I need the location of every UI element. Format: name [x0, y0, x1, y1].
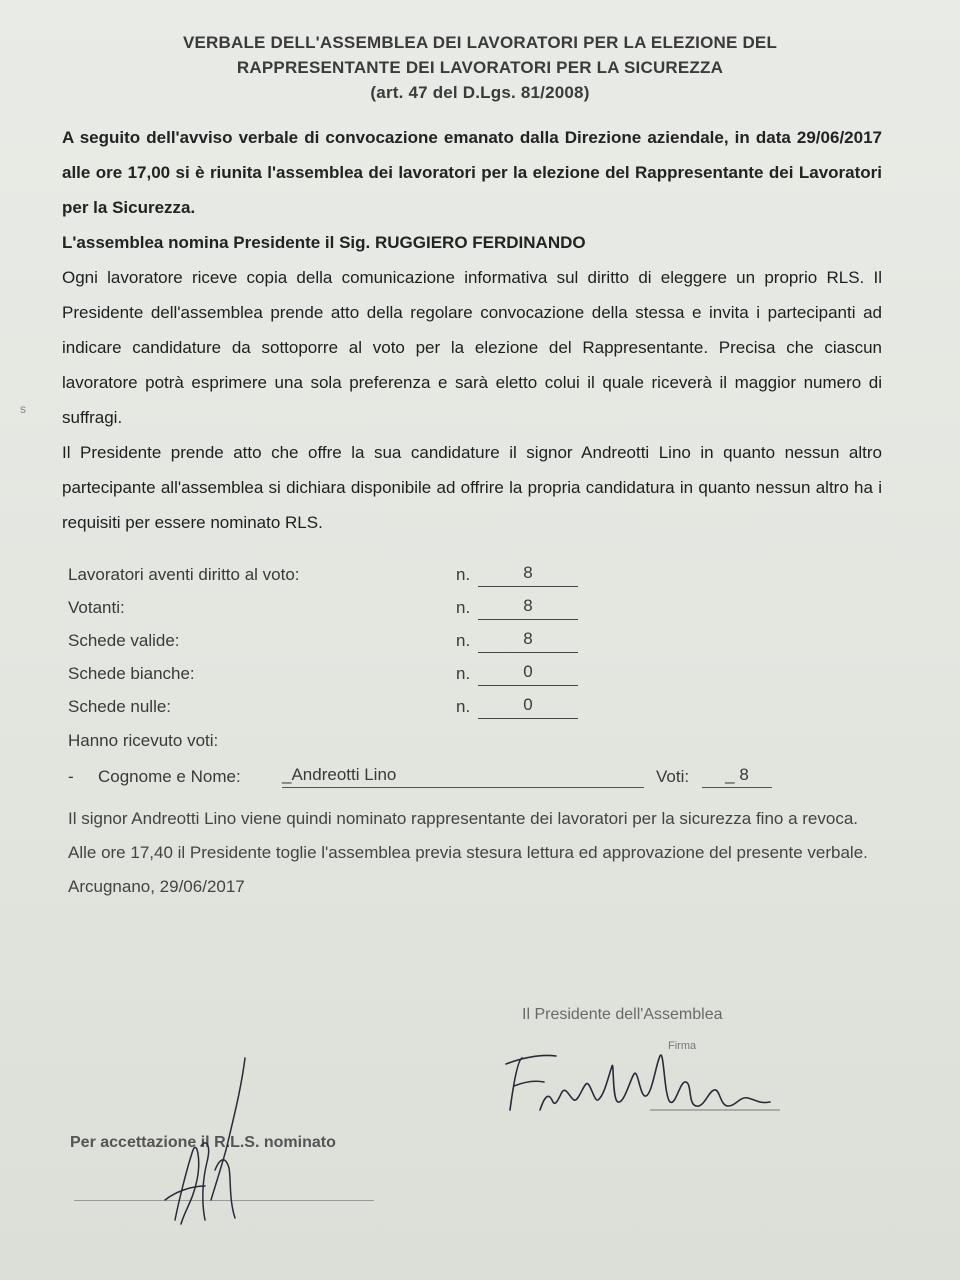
count-row: [68, 657, 588, 690]
count-value: 0: [478, 659, 578, 686]
candidature-paragraph: Il Presidente prende atto che offre la sua candidature il signor Andreotti Lino in quanto nessun altro partecipante all'assemblea si dichiara disponibile ad offrire la propria candidatura in quanto nessun altro ha i requisiti per essere nominato RLS.: [62, 443, 882, 532]
votes-heading: Hanno ricevuto voti:: [68, 731, 219, 750]
nomination-paragraph: Il signor Andreotti Lino viene quindi nominato rappresentante dei lavoratori per la sicurezza fino a revoca.: [68, 809, 859, 828]
count-label: Schede valide:: [68, 631, 180, 650]
firma-label: Firma: [668, 1040, 697, 1052]
title-line-2: RAPPRESENTANTE DEI LAVORATORI PER LA SICUREZZA: [236, 58, 724, 77]
title-line-1: VERBALE DELL'ASSEMBLEA DEI LAVORATORI PER LA ELEZIONE DEL: [182, 33, 778, 52]
closing-section: [68, 802, 870, 904]
adjourn-paragraph: Alle ore 17,40 il Presidente toglie l'assemblea previa stesura lettura ed approvazione del presente verbale.: [68, 843, 868, 862]
vote-counts: [68, 558, 588, 723]
president-signature: [500, 1040, 800, 1140]
count-row: [68, 591, 588, 624]
count-label: Votanti:: [68, 598, 125, 617]
count-value: 0: [478, 692, 578, 719]
candidate-name-value: _Andreotti Lino: [282, 763, 644, 788]
count-label: Schede bianche:: [68, 664, 195, 683]
rls-signature: [145, 1050, 275, 1230]
count-row: [68, 624, 588, 657]
count-n: n.: [456, 697, 471, 716]
candidate-votes-value: _ 8: [702, 763, 772, 788]
count-value: 8: [478, 560, 578, 587]
count-n: n.: [456, 565, 471, 584]
count-label: Lavoratori aventi diritto al voto:: [68, 565, 300, 584]
candidate-votes-label: Voti:: [656, 767, 690, 786]
president-signature-label: Il Presidente dell'Assemblea: [522, 1006, 723, 1023]
document-title: [40, 30, 920, 105]
count-row: [68, 558, 588, 591]
acceptance-label: Per accettazione il R.L.S. nominato: [70, 1134, 336, 1151]
count-label: Schede nulle:: [68, 697, 172, 716]
count-n: n.: [456, 631, 471, 650]
procedure-paragraph: Ogni lavoratore riceve copia della comunicazione informativa sul diritto di eleggere un proprio RLS. Il Presidente dell'assemblea prende atto della regolare convocazione della stessa e invita i partecipanti ad indicare candidature da sottoporre al voto per la elezione del Rappresentante. Precisa che ciascun lavoratore potrà esprimere una sola preferenza e sarà eletto colui il quale riceverà il maggior numero di suffragi.: [62, 268, 882, 427]
candidate-name-label: Cognome e Nome:: [98, 767, 241, 786]
president-appointment: L'assemblea nomina Presidente il Sig. RUGGIERO FERDINANDO: [62, 233, 586, 252]
document-body: [62, 120, 882, 540]
count-value: 8: [478, 593, 578, 620]
title-line-3: (art. 47 del D.Lgs. 81/2008): [370, 83, 590, 102]
list-dash: -: [68, 767, 74, 786]
margin-mark: s: [20, 402, 26, 416]
candidate-row: [68, 760, 778, 793]
count-n: n.: [456, 664, 471, 683]
intro-paragraph: A seguito dell'avviso verbale di convocazione emanato dalla Direzione aziendale, in data 29/06/2017 alle ore 17,00 si è riunita l'assemblea dei lavoratori per la elezione del Rappresentante dei Lavoratori per la Sicurezza.: [62, 128, 882, 217]
count-row: [68, 690, 588, 723]
count-value: 8: [478, 626, 578, 653]
place-date: Arcugnano, 29/06/2017: [68, 877, 245, 896]
count-n: n.: [456, 598, 471, 617]
